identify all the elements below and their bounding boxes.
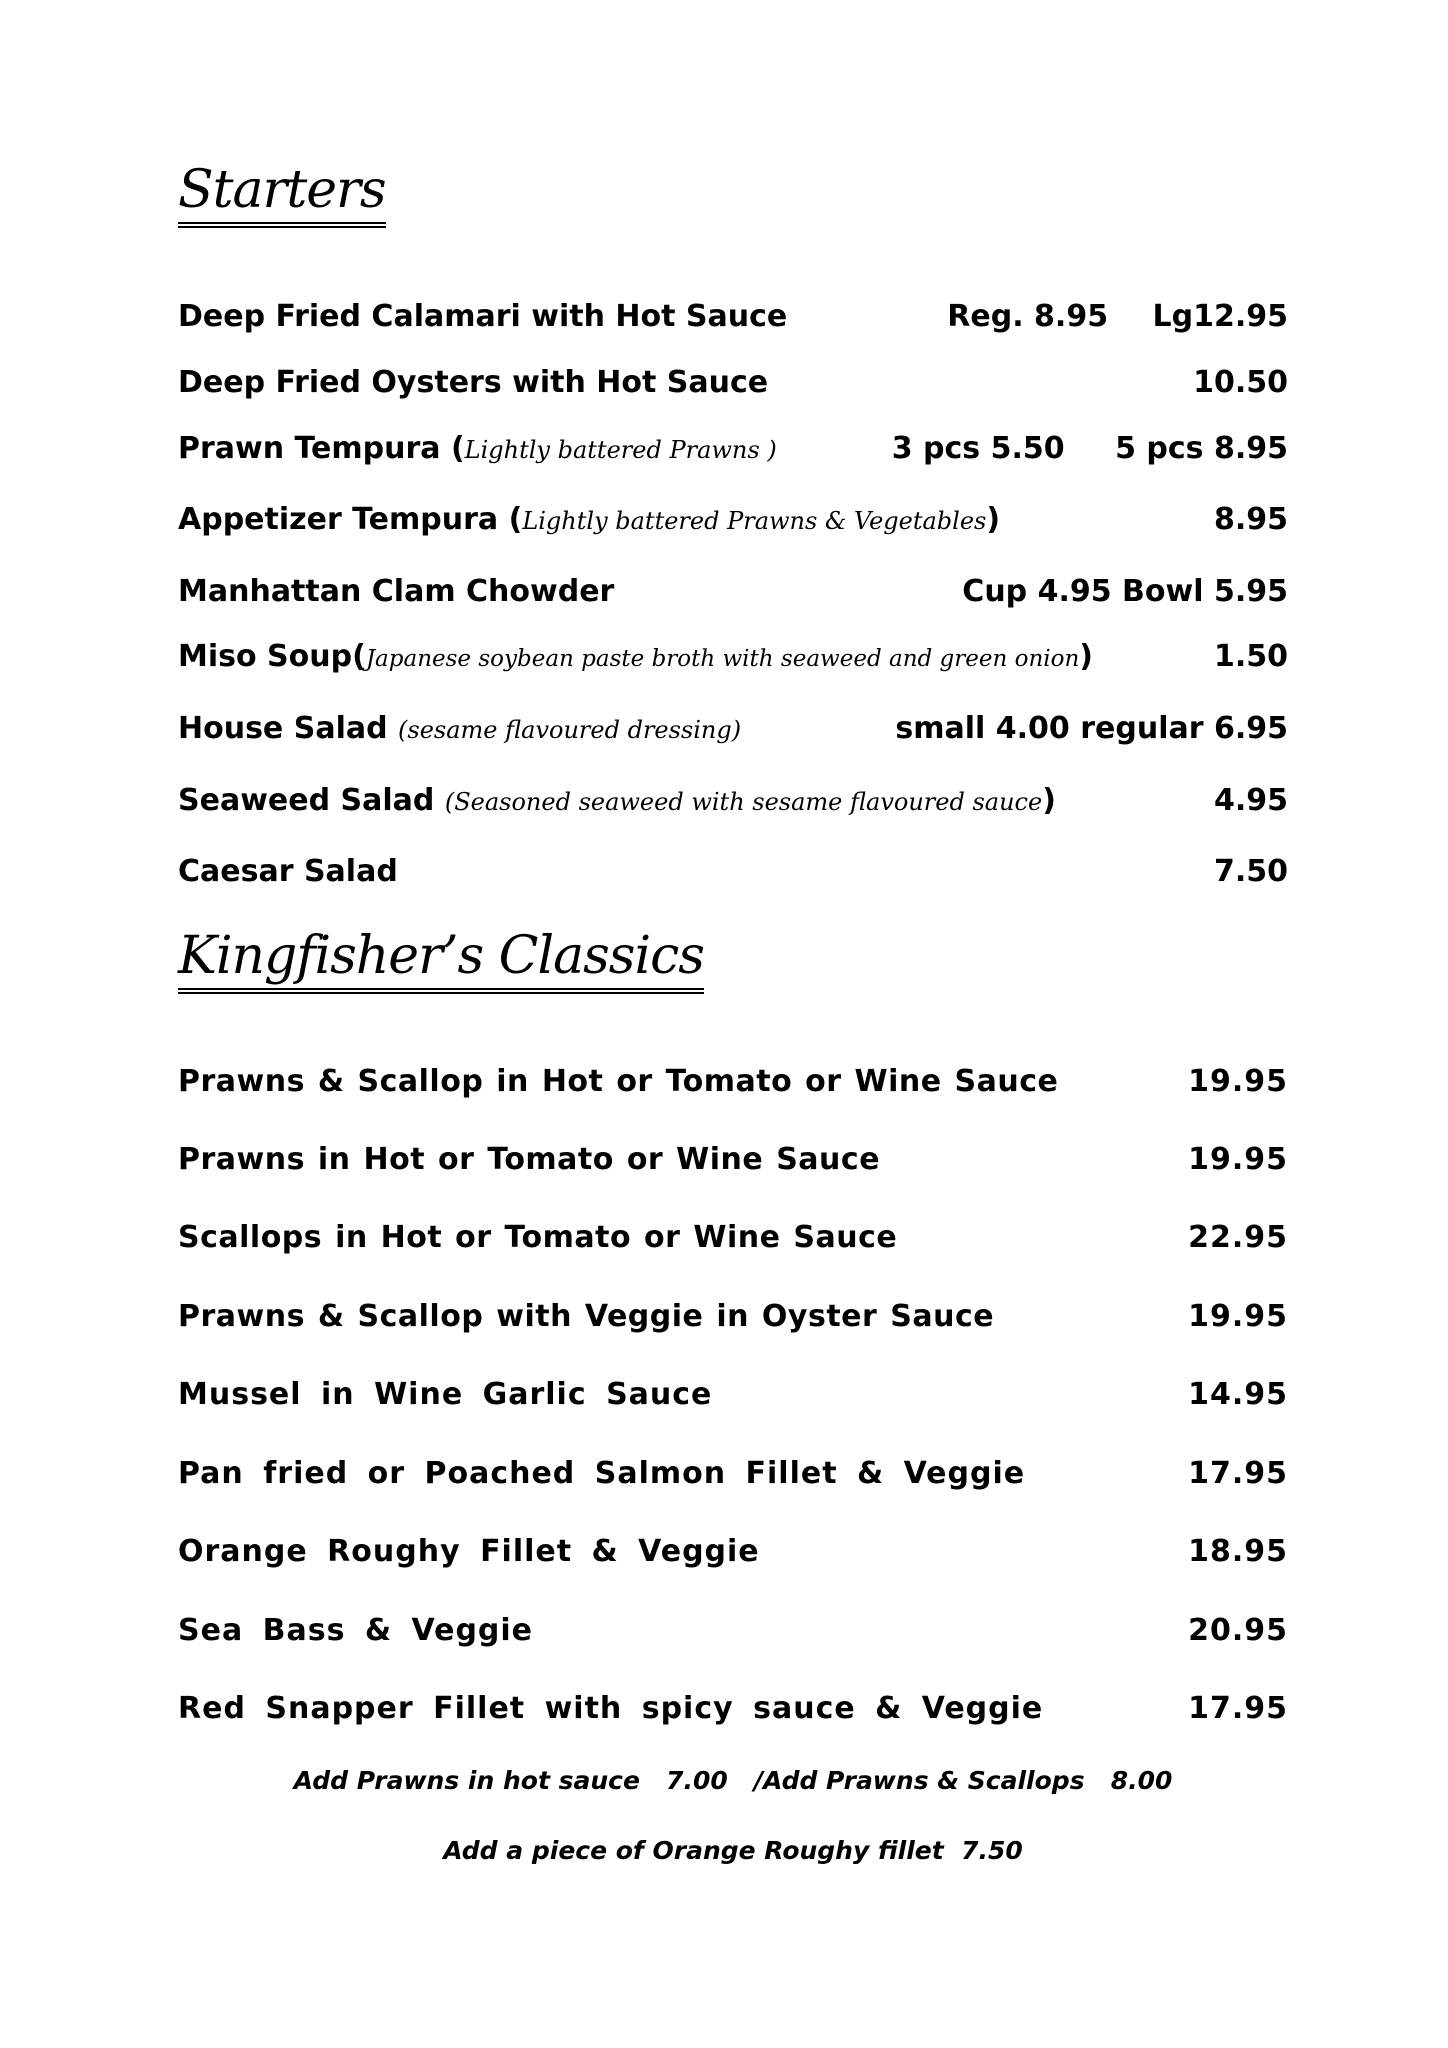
item-name-text: Miso Soup: [178, 638, 353, 674]
item-name: Manhattan Clam Chowder: [178, 573, 615, 609]
item-price: Cup 4.95 Bowl 5.95: [962, 573, 1288, 609]
item-open-paren: (: [450, 430, 465, 466]
menu-item: [178, 708, 1288, 748]
item-price: 19.95: [1188, 1141, 1288, 1177]
item-name: [178, 711, 741, 746]
item-price: 4.95: [1213, 782, 1288, 818]
addon-line: Add a piece of Orange Roughy fillet 7.50: [443, 1836, 1023, 1865]
item-price: 7.50: [1213, 853, 1288, 889]
item-note: (sesame flavoured dressing): [398, 715, 742, 744]
item-close-paren: ): [986, 501, 1001, 537]
item-price: [892, 431, 1288, 466]
item-name: Prawns & Scallop with Veggie in Oyster Sauce: [178, 1298, 995, 1334]
item-close-paren: ): [1079, 638, 1093, 674]
item-name: [178, 431, 777, 466]
menu-item: [178, 1531, 1288, 1571]
item-price-small: 3 pcs 5.50: [891, 430, 1065, 466]
menu-item: [178, 428, 1288, 468]
item-name: Caesar Salad: [178, 853, 398, 889]
item-note: (Seasoned seaweed with sesame flavoured sauce: [444, 787, 1043, 816]
item-price: 1.50: [1213, 638, 1288, 674]
item-price-large: 5 pcs 8.95: [1115, 430, 1288, 466]
item-open-paren: (: [508, 501, 523, 537]
menu-item: [178, 851, 1288, 891]
item-name-text: House Salad: [178, 710, 399, 746]
item-price: 20.95: [1188, 1612, 1288, 1648]
menu-item: [178, 1688, 1288, 1728]
item-name: Prawns & Scallop in Hot or Tomato or Wine Sauce: [178, 1063, 1059, 1099]
item-name: Deep Fried Calamari with Hot Sauce: [178, 298, 788, 334]
item-name: [178, 502, 1000, 537]
item-name: Pan fried or Poached Salmon Fillet & Veggie: [178, 1455, 1026, 1491]
item-name: Red Snapper Fillet with spicy sauce & Veggie: [178, 1690, 1044, 1726]
item-name-text: Appetizer Tempura: [178, 501, 509, 537]
item-price: 17.95: [1188, 1690, 1288, 1726]
item-close-paren: ): [1042, 782, 1056, 818]
item-price-large: Lg12.95: [1152, 298, 1288, 334]
item-name: Scallops in Hot or Tomato or Wine Sauce: [178, 1219, 898, 1255]
item-note: Japanese soybean paste broth with seaweed and green onion: [365, 645, 1080, 672]
classics-title: Kingfisher’s Classics: [178, 930, 704, 994]
starters-title: Starters: [178, 164, 386, 228]
item-name: Orange Roughy Fillet & Veggie: [178, 1533, 760, 1569]
item-price: 14.95: [1188, 1376, 1288, 1412]
menu-item: [178, 571, 1288, 611]
item-price: [947, 299, 1288, 334]
item-name-text: Prawn Tempura: [178, 430, 451, 466]
item-price: 17.95: [1188, 1455, 1288, 1491]
menu-item: [178, 499, 1288, 539]
item-price: 8.95: [1213, 501, 1288, 537]
menu-item: [178, 1139, 1288, 1179]
item-price: 10.50: [1193, 364, 1288, 400]
addon-line: Add Prawns in hot sauce 7.00 /Add Prawns & Scallops 8.00: [293, 1766, 1173, 1795]
item-name: Sea Bass & Veggie: [178, 1612, 534, 1648]
menu-item: [178, 636, 1288, 676]
menu-item: [178, 1217, 1288, 1257]
menu-item: [178, 362, 1288, 402]
item-name: [178, 639, 1093, 674]
menu-item: [178, 1610, 1288, 1650]
item-name: Mussel in Wine Garlic Sauce: [178, 1376, 713, 1412]
menu-item: [178, 296, 1288, 336]
menu-item: [178, 1296, 1288, 1336]
item-price: small 4.00 regular 6.95: [895, 710, 1288, 746]
item-price: 19.95: [1188, 1298, 1288, 1334]
menu-item: [178, 780, 1288, 820]
menu-item: [178, 1374, 1288, 1414]
item-note: Lightly battered Prawns & Vegetables: [522, 506, 987, 535]
item-name-text: Seaweed Salad: [178, 782, 445, 818]
item-name: [178, 783, 1056, 818]
item-price: 22.95: [1188, 1219, 1288, 1255]
item-name: Prawns in Hot or Tomato or Wine Sauce: [178, 1141, 881, 1177]
item-name: Deep Fried Oysters with Hot Sauce: [178, 364, 769, 400]
item-price-regular: Reg. 8.95: [947, 298, 1109, 334]
menu-item: [178, 1061, 1288, 1101]
item-price: 19.95: [1188, 1063, 1288, 1099]
item-note: Lightly battered Prawns ): [464, 435, 777, 464]
item-open-paren: (: [352, 638, 366, 674]
menu-item: [178, 1453, 1288, 1493]
item-price: 18.95: [1188, 1533, 1288, 1569]
menu-page: [178, 0, 1288, 2048]
